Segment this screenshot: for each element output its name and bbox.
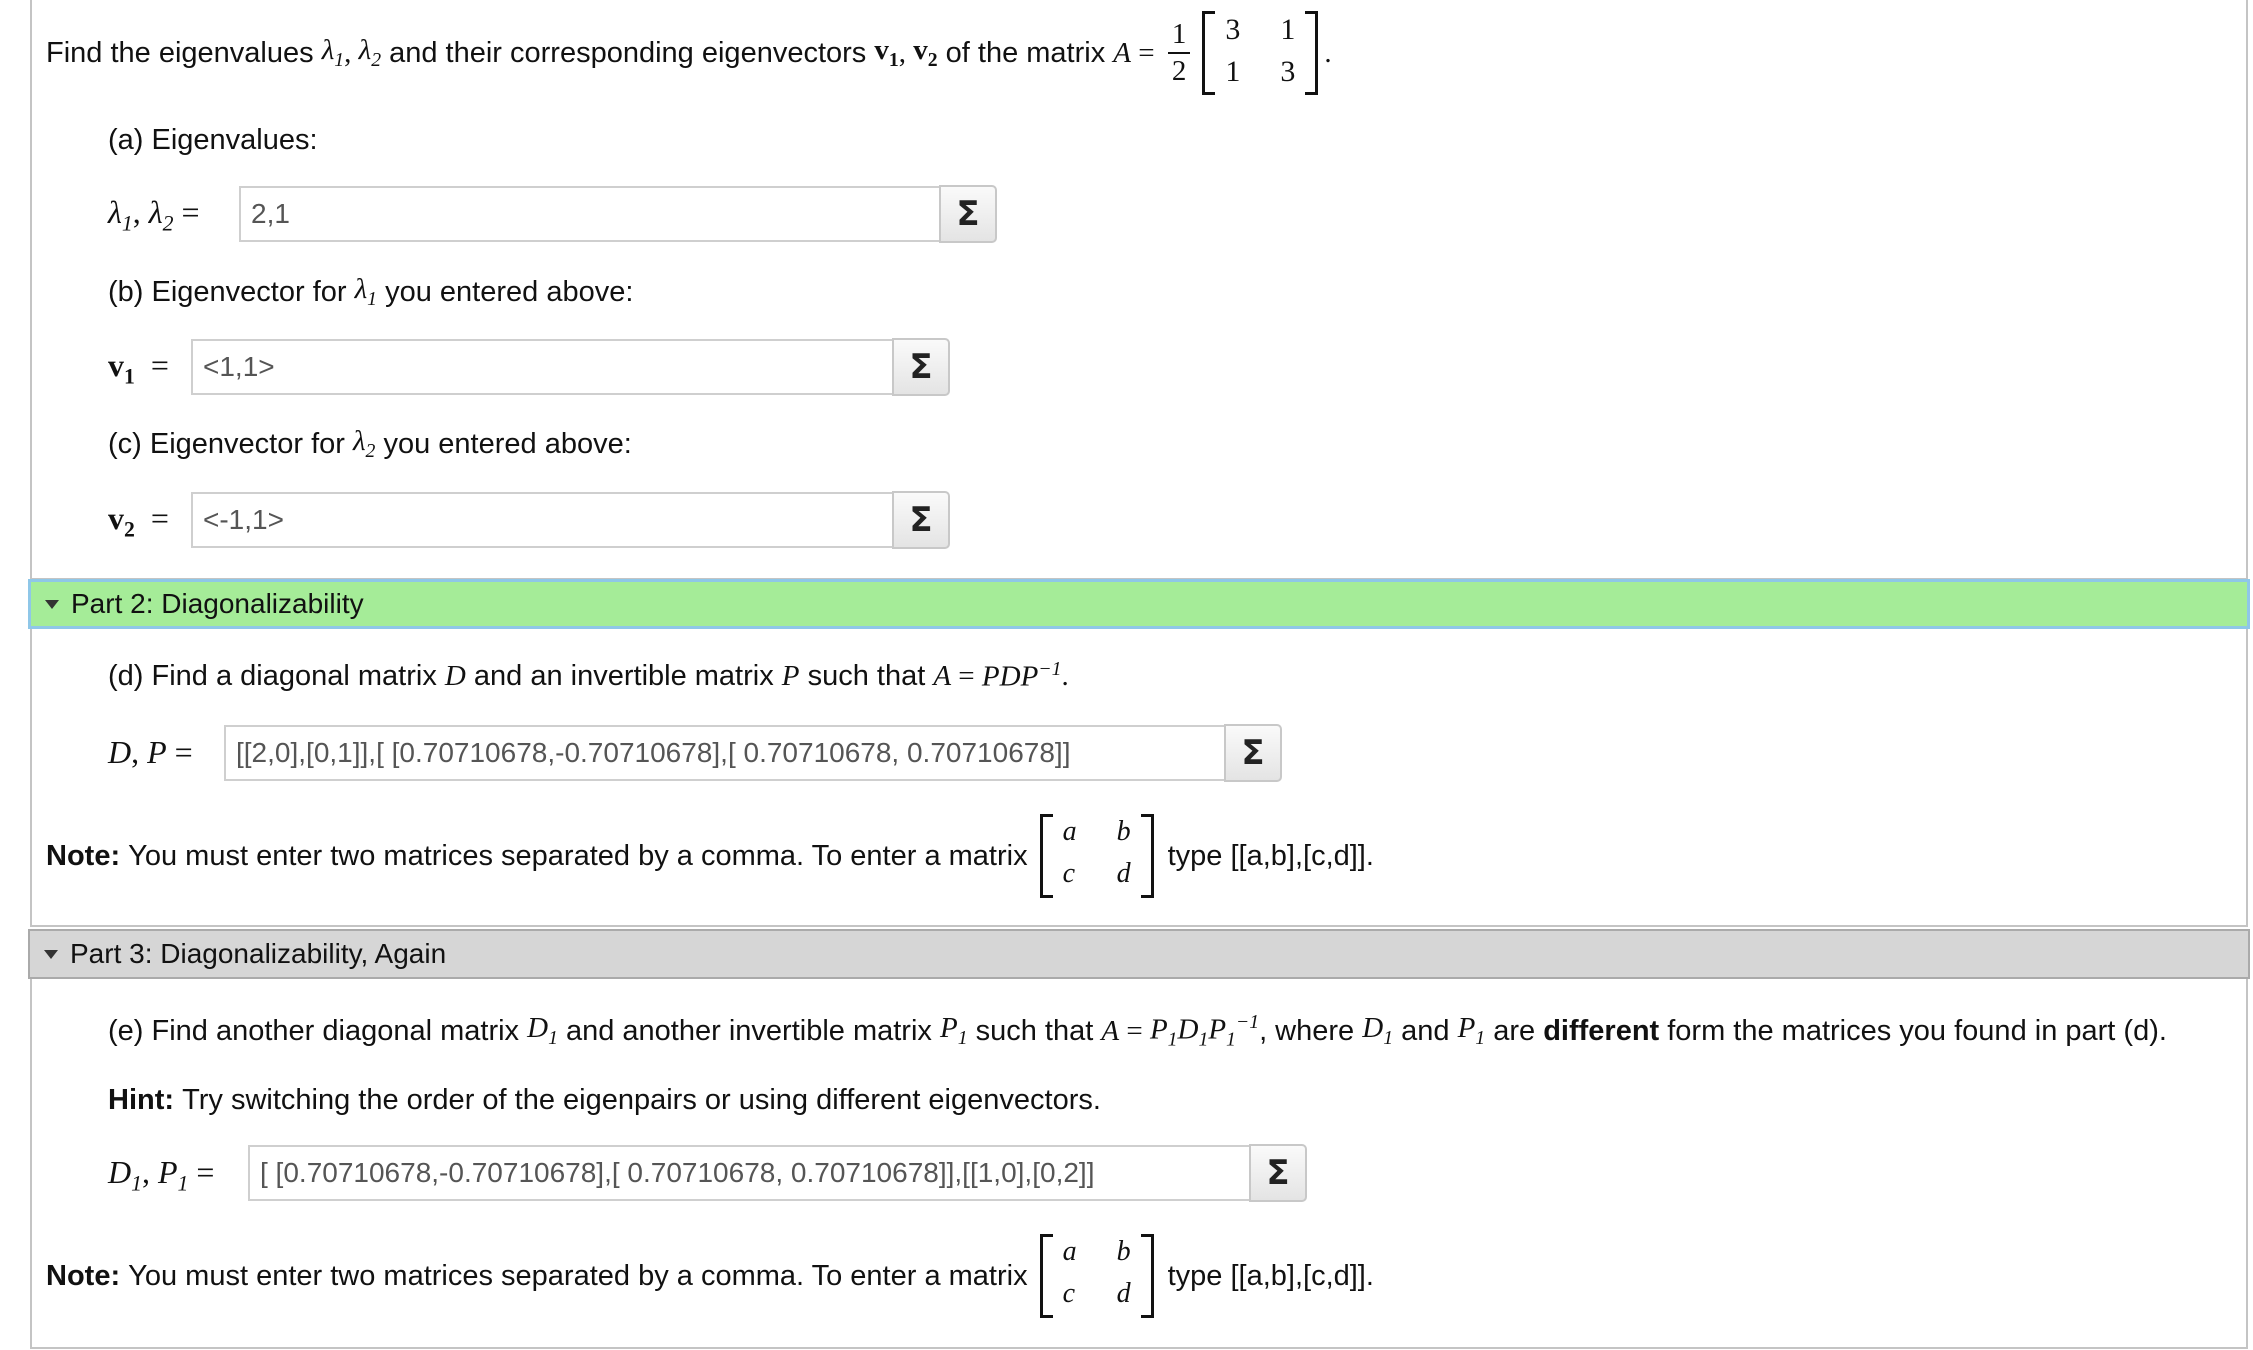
fraction: $\frac{1}{2}$ <box>1168 20 1191 86</box>
sigma-button[interactable]: Σ <box>892 338 950 396</box>
lambda-label: $\lambda_1$, $\lambda_2$ = <box>108 194 200 236</box>
note-format: type [[a,b],[c,d]]. <box>1167 839 1374 872</box>
dp-label: D, P = <box>108 734 193 770</box>
part1-question: Find the eigenvalues $\lambda_1$ , $\lambda_2$ and their corresponding eigenvectors $v_1$ , $v_2$ of the matrix A = $\frac{1}{2}$ 3 1 1 3 . <box>46 8 1332 98</box>
note-format: type [[a,b],[c,d]]. <box>1167 1259 1374 1292</box>
another-diagonalize-question: (e) Find another diagonal matrix $D_1$ and another invertible matrix $P_1$ such that A = $P_1D_1P_1^{-1}$ , where $D_1$ and $P_1$ are different form the matrices you found in part (d). <box>108 1010 2167 1051</box>
eigenvector2-input[interactable]: <-1,1> <box>191 492 893 548</box>
note-body: You must enter two matrices separated by a comma. To enter a matrix <box>128 839 1028 872</box>
label-text: (c) Eigenvector for <box>108 427 345 460</box>
eigenvector1-label: (b) Eigenvector for $\lambda_1$ you entered above: <box>108 273 634 310</box>
label-text: you entered above: <box>385 275 634 308</box>
note-body: You must enter two matrices separated by a comma. To enter a matrix <box>128 1259 1028 1292</box>
sigma-button[interactable]: Σ <box>1224 724 1282 782</box>
eigenvalues-input[interactable]: 2,1 <box>239 186 940 242</box>
label-text: and an invertible matrix <box>473 659 774 692</box>
v2-label: $v_2$ = <box>108 500 169 542</box>
part2-header[interactable] <box>28 579 2250 629</box>
caret-down-icon <box>44 950 58 959</box>
label-text: (b) Eigenvector for <box>108 275 347 308</box>
v1-label: $v_1$ = <box>108 347 169 389</box>
eigenvector1-input[interactable]: <1,1> <box>191 339 893 395</box>
label-text: (e) Find another diagonal matrix <box>108 1014 520 1047</box>
label-text: , where <box>1259 1014 1355 1047</box>
dp-input[interactable]: [[2,0],[0,1]],[ [0.70710678,-0.70710678],[ 0.70710678, 0.70710678]] <box>224 725 1225 781</box>
label-text: form the matrices you found in part (d). <box>1667 1014 2167 1047</box>
label-text: and another invertible matrix <box>565 1014 932 1047</box>
sigma-button[interactable]: Σ <box>939 185 997 243</box>
part3-header[interactable] <box>28 929 2250 979</box>
matrix-a: 3 1 1 3 <box>1202 11 1318 95</box>
d1p1-input[interactable]: [ [0.70710678,-0.70710678],[ 0.70710678, 0.70710678]],[[1,0],[0,2]] <box>248 1145 1250 1201</box>
label-text: (d) Find a diagonal matrix <box>108 659 437 692</box>
label-text: are <box>1493 1014 1536 1047</box>
label-text: and <box>1401 1014 1450 1047</box>
note-label: Note: <box>46 1259 121 1292</box>
sigma-button[interactable]: Σ <box>1249 1144 1307 1202</box>
header-text: Part 3: Diagonalizability, Again <box>70 938 447 969</box>
question-text: of the matrix <box>945 36 1106 69</box>
hint-label: Hint: <box>108 1083 175 1116</box>
note-text <box>46 806 1374 906</box>
eigenvector2-label: (c) Eigenvector for $\lambda_2$ you entered above: <box>108 425 632 462</box>
label-text: you entered above: <box>383 427 632 460</box>
hint-text <box>108 1080 1101 1120</box>
label-text: such that <box>975 1014 1094 1047</box>
example-matrix: a b c d <box>1040 1234 1154 1318</box>
emphasis-text: different <box>1543 1014 1660 1047</box>
caret-down-icon <box>45 600 59 609</box>
note-label: Note: <box>46 839 121 872</box>
question-text: and their corresponding eigenvectors <box>389 36 867 69</box>
question-text: Find the eigenvalues <box>46 36 314 69</box>
hint-body: Try switching the order of the eigenpairs or using different eigenvectors. <box>182 1083 1101 1116</box>
example-matrix: a b c d <box>1040 814 1154 898</box>
diagonalize-question: (d) Find a diagonal matrix D and an invertible matrix P such that A = $PDP^{-1}$ . <box>108 658 1069 693</box>
label-text: such that <box>807 659 926 692</box>
note-text <box>46 1226 1374 1326</box>
header-text: Part 2: Diagonalizability <box>71 588 364 619</box>
eigenvalues-label: (a) Eigenvalues: <box>108 123 318 156</box>
d1p1-label: $D_1$, $P_1$ = <box>108 1154 215 1196</box>
sigma-button[interactable]: Σ <box>892 491 950 549</box>
